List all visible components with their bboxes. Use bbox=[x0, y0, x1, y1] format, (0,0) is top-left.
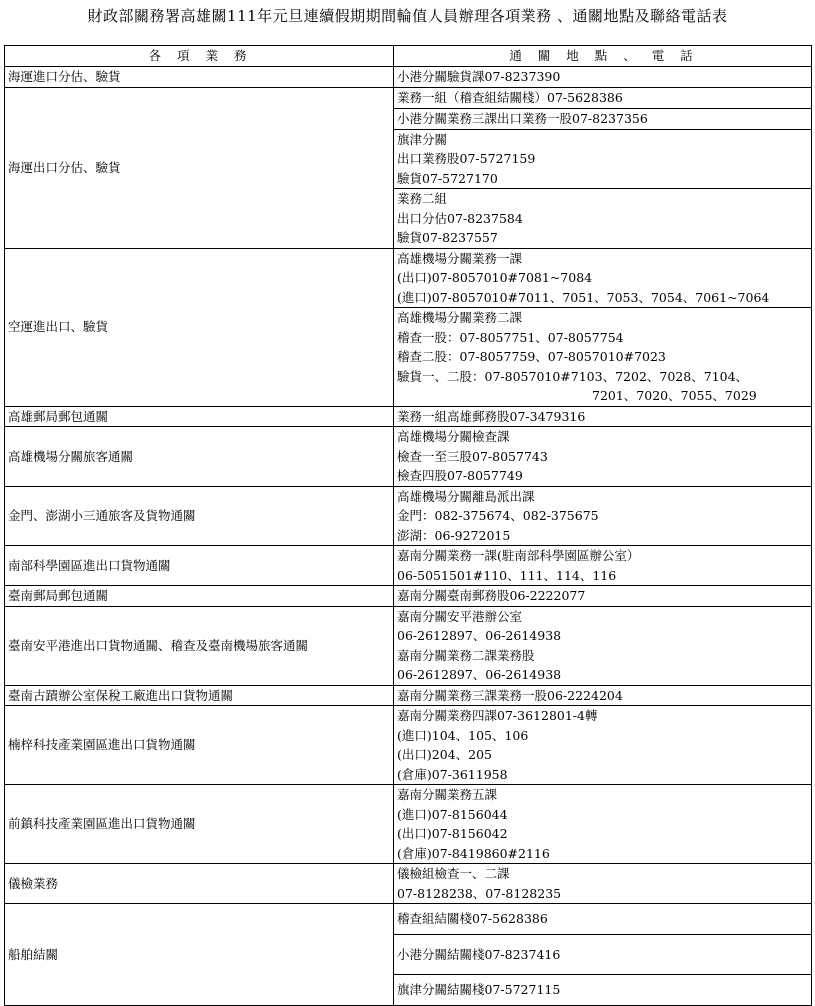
location-line: 驗貨07-5727170 bbox=[397, 170, 498, 186]
business-cell: 海運進口分估、驗貨 bbox=[5, 67, 394, 88]
location-cell bbox=[394, 308, 812, 407]
location-line: 驗貨一、二股：07-8057010#7103、7202、7028、7104、 bbox=[397, 368, 749, 384]
location-line: 高雄機場分關業務二課 bbox=[397, 310, 523, 325]
table-row bbox=[5, 785, 812, 864]
location-line: 小港分關驗貨課07-8237390 bbox=[397, 69, 561, 84]
location-cell bbox=[394, 67, 812, 88]
location-line: 旗津分關 bbox=[397, 131, 448, 147]
table-row bbox=[5, 706, 812, 785]
business-cell: 臺南古蹟辦公室保稅工廠進出口貨物通關 bbox=[5, 685, 394, 706]
location-line: 高雄機場分關離島派出課 bbox=[397, 488, 535, 504]
location-line: 嘉南分關業務五課 bbox=[397, 787, 498, 802]
location-line: 07-8128238、07-8128235 bbox=[397, 885, 562, 901]
location-line: 稽查二股：07-8057759、07-8057010#7023 bbox=[397, 349, 666, 364]
location-line: 稽查組結關棧07-5628386 bbox=[397, 911, 548, 927]
header-business: 各 項 業 務 bbox=[5, 46, 394, 67]
business-cell: 儀檢業務 bbox=[5, 864, 394, 904]
location-line: (出口)204、205 bbox=[397, 747, 492, 762]
location-line: 驗貨07-8237557 bbox=[397, 230, 498, 245]
location-cell bbox=[394, 486, 812, 546]
location-line: 檢查一至三股07-8057743 bbox=[397, 448, 548, 464]
location-line: 儀檢組檢查一、二課 bbox=[397, 866, 510, 881]
table-row bbox=[5, 406, 812, 427]
location-line: 06-2612897、06-2614938 bbox=[397, 667, 562, 682]
contact-table bbox=[4, 45, 812, 1006]
location-line: 小港分關結關棧07-8237416 bbox=[397, 946, 561, 962]
location-line: (出口)07-8057010#7081~7084 bbox=[397, 270, 593, 285]
location-line: 06-5051501#110、111、114、116 bbox=[397, 567, 617, 583]
table-row bbox=[5, 486, 812, 546]
location-line: 澎湖：06-9272015 bbox=[397, 527, 511, 543]
location-line: 嘉南分關業務四課07-3612801-4轉 bbox=[397, 708, 598, 723]
location-cell bbox=[394, 975, 812, 1006]
table-row bbox=[5, 87, 812, 108]
location-line: 稽查一股：07-8057751、07-8057754 bbox=[397, 329, 624, 345]
location-line: (進口)07-8156044 bbox=[397, 806, 508, 822]
location-line: 嘉南分關臺南郵務股06-2222077 bbox=[397, 588, 586, 603]
location-line: 出口分估07-8237584 bbox=[397, 210, 523, 226]
location-cell bbox=[394, 706, 812, 785]
location-cell bbox=[394, 406, 812, 427]
business-cell: 海運出口分估、驗貨 bbox=[5, 87, 394, 248]
table-row bbox=[5, 606, 812, 685]
business-cell: 楠梓科技產業園區進出口貨物通關 bbox=[5, 706, 394, 785]
location-line: (出口)07-8156042 bbox=[397, 826, 508, 841]
location-line: 嘉南分關業務三課業務一股06-2224204 bbox=[397, 687, 623, 703]
table-row bbox=[5, 586, 812, 607]
location-line: (倉庫)07-8419860#2116 bbox=[397, 845, 550, 861]
location-cell bbox=[394, 189, 812, 249]
header-location: 通 關 地 點 、 電 話 bbox=[394, 46, 812, 67]
location-cell bbox=[394, 685, 812, 706]
location-cell bbox=[394, 87, 812, 108]
location-line: 小港分關業務三課出口業務一股07-8237356 bbox=[397, 110, 648, 126]
business-cell: 高雄郵局郵包通關 bbox=[5, 406, 394, 427]
business-cell: 金門、澎湖小三通旅客及貨物通關 bbox=[5, 486, 394, 546]
location-line: 旗津分關結關棧07-5727115 bbox=[397, 982, 561, 998]
location-line: 檢查四股07-8057749 bbox=[397, 468, 523, 483]
business-cell: 高雄機場分關旅客通關 bbox=[5, 427, 394, 487]
location-cell bbox=[394, 935, 812, 975]
location-cell bbox=[394, 586, 812, 607]
table-row bbox=[5, 67, 812, 88]
location-cell bbox=[394, 606, 812, 685]
location-line: 嘉南分關業務二課業務股 bbox=[397, 647, 535, 663]
business-cell: 臺南安平港進出口貨物通關、稽查及臺南機場旅客通關 bbox=[5, 606, 394, 685]
table-row bbox=[5, 248, 812, 308]
location-line: (進口)07-8057010#7011、7051、7053、7054、7061~7064 bbox=[397, 289, 770, 305]
location-line: 7201、7020、7055、7029 bbox=[592, 388, 757, 403]
table-body bbox=[5, 67, 812, 1006]
location-line: 高雄機場分關檢查課 bbox=[397, 429, 510, 444]
location-line: 業務二組 bbox=[397, 191, 448, 206]
location-line: 06-2612897、06-2614938 bbox=[397, 628, 562, 643]
location-line: 嘉南分關業務一課(駐南部科學園區辦公室） bbox=[397, 548, 640, 563]
location-line: 出口業務股07-5727159 bbox=[397, 151, 536, 166]
table-row bbox=[5, 685, 812, 706]
location-cell bbox=[394, 427, 812, 487]
location-cell bbox=[394, 785, 812, 864]
location-line: 嘉南分關安平港辦公室 bbox=[397, 608, 523, 624]
business-cell: 空運進出口、驗貨 bbox=[5, 248, 394, 406]
location-line: 金門：082-375674、082-375675 bbox=[397, 508, 599, 523]
table-row bbox=[5, 427, 812, 487]
location-line: 業務一組（稽查組結關棧）07-5628386 bbox=[397, 89, 623, 105]
location-line: (進口)104、105、106 bbox=[397, 727, 529, 743]
location-line: (倉庫)07-3611958 bbox=[397, 766, 508, 782]
business-cell: 前鎮科技產業園區進出口貨物通關 bbox=[5, 785, 394, 864]
location-cell bbox=[394, 864, 812, 904]
location-cell bbox=[394, 108, 812, 129]
location-cell bbox=[394, 129, 812, 189]
location-cell bbox=[394, 248, 812, 308]
table-header-row bbox=[5, 46, 812, 67]
document-title: 財政部關務署高雄關111年元旦連續假期期間輪值人員辦理各項業務 、通關地點及聯絡電話表 bbox=[87, 7, 728, 25]
table-row bbox=[5, 904, 812, 935]
location-cell bbox=[394, 904, 812, 935]
location-line: 業務一組高雄郵務股07-3479316 bbox=[397, 408, 586, 424]
business-cell: 臺南郵局郵包通關 bbox=[5, 586, 394, 607]
table-row bbox=[5, 546, 812, 586]
location-cell bbox=[394, 546, 812, 586]
table-row bbox=[5, 864, 812, 904]
location-line: 高雄機場分關業務一課 bbox=[397, 250, 523, 266]
business-cell: 船舶結關 bbox=[5, 904, 394, 1006]
business-cell: 南部科學園區進出口貨物通關 bbox=[5, 546, 394, 586]
